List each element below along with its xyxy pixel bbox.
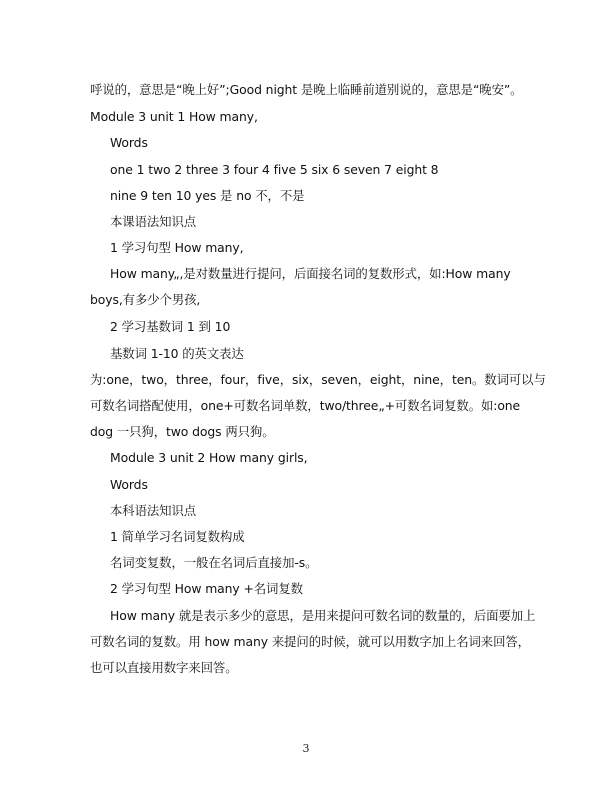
text-line: 1 简单学习名词复数构成: [110, 529, 245, 544]
text-line: 可数名词的复数。用 how many 来提问的时候，就可以用数字加上名词来回答，: [90, 634, 530, 649]
text-line: 2 学习句型 How many +名词复数: [110, 581, 303, 596]
text-line: Words: [110, 477, 148, 492]
text-line: nine 9 ten 10 yes 是 no 不，不是: [110, 188, 305, 203]
text-line: 可数名词搭配使用，one+可数名词单数，two/three„+可数名词复数。如:one: [90, 398, 521, 413]
text-line: boys,有多少个男孩,: [90, 292, 201, 307]
text-line: 1 学习句型 How many,: [110, 240, 244, 255]
text-line: one 1 two 2 three 3 four 4 five 5 six 6 seven 7 eight 8: [110, 162, 439, 177]
text-line: 为:one，two，three，four，five，six，seven，eight，nine，ten。数词可以与: [90, 372, 546, 387]
text-line: Module 3 unit 2 How many girls,: [110, 450, 308, 465]
text-line: dog 一只狗，two dogs 两只狗。: [90, 424, 275, 439]
text-line: 基数词 1-10 的英文表达: [110, 346, 244, 361]
text-line: Module 3 unit 1 How many,: [90, 109, 258, 124]
text-line: How many 就是表示多少的意思，是用来提问可数名词的数量的，后面要加上: [110, 608, 536, 623]
text-line: 呼说的，意思是“晚上好”;Good night 是晚上临睡前道别说的，意思是“晚安”。: [90, 82, 523, 97]
text-line: 2 学习基数词 1 到 10: [110, 319, 231, 334]
text-line: How many„,是对数量进行提问，后面接名词的复数形式，如:How many: [110, 266, 511, 281]
text-line: Words: [110, 135, 148, 150]
page-number: 3: [302, 742, 310, 755]
text-line: 本科语法知识点: [110, 503, 197, 518]
text-line: 也可以直接用数字来回答。: [90, 660, 238, 675]
text-line: 本课语法知识点: [110, 214, 197, 229]
text-line: 名词变复数，一般在名词后直接加-s。: [110, 555, 318, 570]
